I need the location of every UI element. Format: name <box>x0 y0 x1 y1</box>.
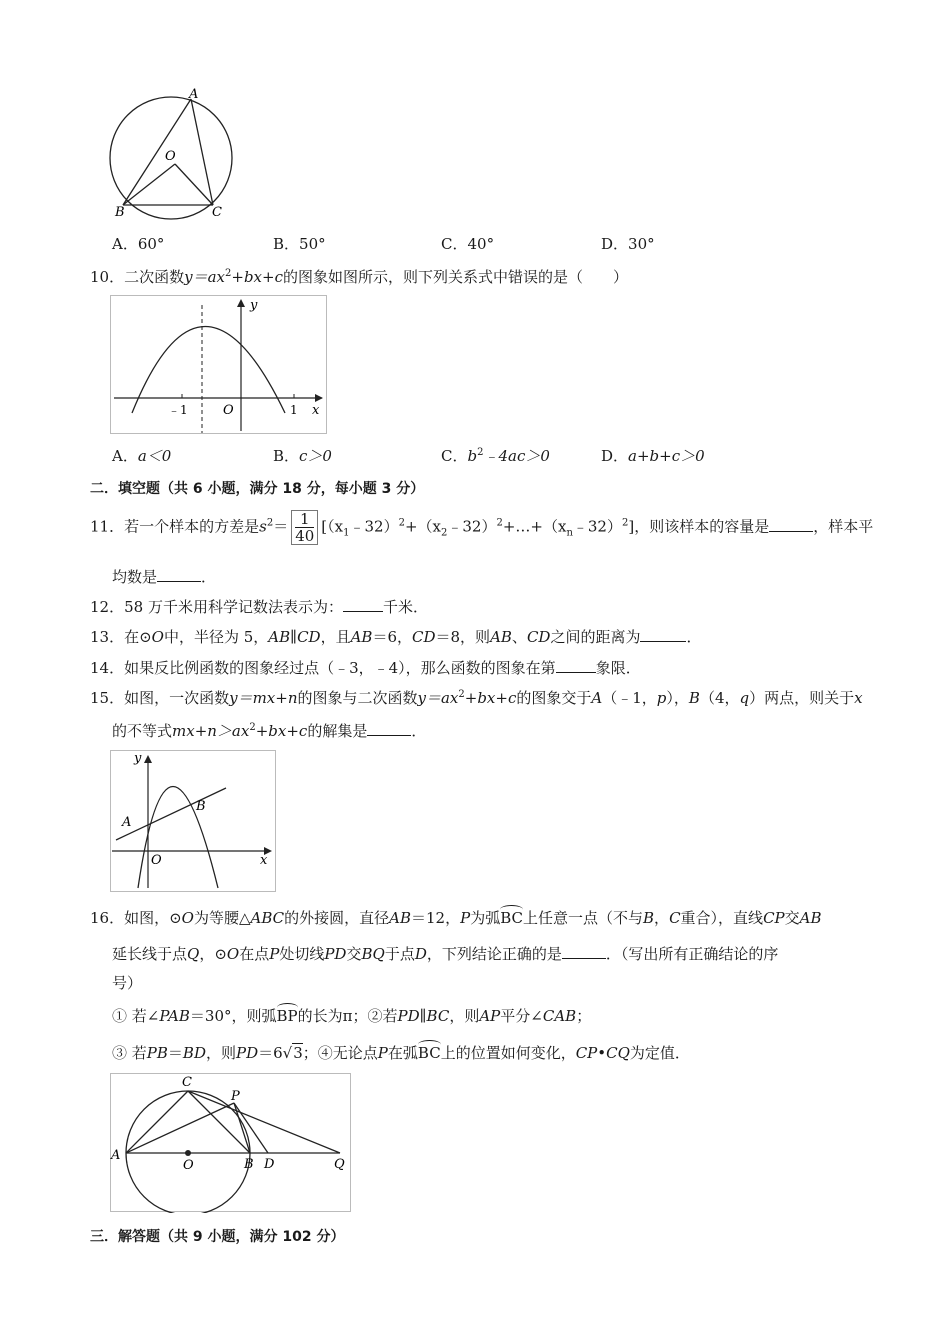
q16-line-1: 16．如图，⊙O为等腰△ABC的外接圆，直径AB＝12，P为弧BC上任意一点（不与B，C重合），直线CP交AB <box>90 909 822 927</box>
q9-option-b: B．50° <box>273 235 326 253</box>
q10-label-neg1: ﹣1 <box>168 403 188 417</box>
q9-option-c: C．40° <box>441 235 495 253</box>
q11-fraction: $\frac{1}{40}$ <box>291 510 318 545</box>
q15-label-a: A <box>122 815 132 830</box>
q16-label-c: C <box>182 1075 192 1090</box>
q16-label-d: D <box>264 1157 275 1172</box>
q15-blank <box>367 721 411 736</box>
q16-conclusion-3-4: ③ 若PB＝BD，则PD＝6√3；④无论点P在弧BC上的位置如何变化，CP•CQ为定值． <box>112 1044 690 1062</box>
q13-line: 13．在⊙O中，半径为 5，AB∥CD，且AB＝6，CD＝8，则AB、CD之间的距离为 ． <box>90 628 702 646</box>
q15-label-x: x <box>260 853 268 868</box>
q16-tangent-pd <box>234 1103 268 1153</box>
q12-blank <box>343 597 383 612</box>
q9-option-a: A．60° <box>112 235 165 253</box>
q11-line-2: 均数是 ． <box>112 568 217 586</box>
q10-x-arrow <box>315 394 323 402</box>
q15-line-graph <box>116 788 226 840</box>
q9-label-a: A <box>189 88 199 102</box>
q10-option-c: C．$b^2﹣4ac>0$ <box>441 447 550 465</box>
q12-line: 12．58 万千米用科学记数法表示为： 千米． <box>90 598 428 616</box>
q16-arc-bp: BP <box>276 1007 298 1025</box>
q15-line-1: 15．如图，一次函数y＝mx+n的图象与二次函数$y=ax^2+bx+c$的图象交于A（﹣1，p），B（4，q）两点，则关于x <box>90 689 863 707</box>
q11-line-1: 11．若一个样本的方差是$s^2=$ $\frac{1}{40}$ $[(x_1﹣32)^2+(x_2﹣32)^2+\dots+(x_n﹣32)^2]$，则该样本的容量是 ，样本平 <box>90 510 874 545</box>
q15-graph-figure <box>110 750 278 893</box>
q10-parabola-figure <box>110 295 328 435</box>
q16-line-3: 号） <box>112 974 143 992</box>
q9-label-o: O <box>165 149 176 164</box>
q16-label-a: A <box>111 1148 121 1163</box>
q15-figure-frame <box>111 751 276 892</box>
q9-chord-ab <box>123 99 191 205</box>
q13-blank <box>640 627 686 642</box>
q10-label-o: O <box>223 403 234 418</box>
q16-label-q: Q <box>334 1157 345 1172</box>
q15-label-o: O <box>151 853 162 868</box>
q10-option-d: D．a+b+c＞0 <box>601 447 705 465</box>
q9-label-b: B <box>115 205 125 220</box>
q16-line-cq <box>188 1091 340 1153</box>
q15-y-arrow <box>144 755 152 763</box>
q15-label-y: y <box>134 751 142 766</box>
q16-label-b: B <box>244 1157 254 1172</box>
q9-option-d: D．30° <box>601 235 655 253</box>
section-2-heading: 二．填空题（共 6 小题，满分 18 分，每小题 3 分） <box>90 481 425 497</box>
q10-stem: 10．二次函数$y=ax^2+bx+c$的图象如图所示，则下列关系式中错误的是（ ） <box>90 268 628 286</box>
q11-blank-1 <box>769 517 813 532</box>
q10-label-1: 1 <box>290 403 298 417</box>
q16-arc-bc-2: BC <box>417 1044 441 1062</box>
section-3-heading: 三．解答题（共 9 小题，满分 102 分） <box>90 1229 345 1245</box>
q16-chord-ac <box>126 1091 188 1153</box>
q14-line: 14．如果反比例函数的图象经过点（﹣3，﹣4），那么函数的图象在第 象限． <box>90 659 641 677</box>
sqrt-sign: √ <box>282 1044 293 1062</box>
q15-line-2: 的不等式$mx+n>ax^2+bx+c$的解集是 ． <box>112 722 427 740</box>
q16-line-2: 延长线于点Q，⊙O在点P处切线PD交BQ于点D，下列结论正确的是 ．（写出所有正确结论的序 <box>112 945 779 963</box>
q9-label-c: C <box>212 205 222 220</box>
q16-center-dot <box>185 1150 191 1156</box>
q10-option-b: B．c＞0 <box>273 447 332 465</box>
q16-sqrt-value: 3 <box>293 1044 303 1062</box>
q9-radius-oc <box>175 164 213 205</box>
q10-label-y: y <box>250 298 258 313</box>
q10-label-x: x <box>312 403 320 418</box>
q16-label-p: P <box>231 1089 240 1104</box>
q16-circle-figure <box>110 1073 352 1213</box>
q10-y-arrow <box>237 299 245 307</box>
q16-arc-bc: BC <box>500 909 523 927</box>
q16-label-o: O <box>183 1158 194 1173</box>
q15-parabola-curve <box>138 787 218 889</box>
q16-conclusion-1-2: ① 若∠PAB＝30°，则弧BP的长为π；②若PD∥BC，则AP平分∠CAB； <box>112 1007 592 1025</box>
q9-chord-ac <box>191 99 213 205</box>
q10-parabola-curve <box>132 327 285 414</box>
q16-blank <box>562 944 606 959</box>
q15-label-b: B <box>196 799 206 814</box>
q11-blank-2 <box>157 567 201 582</box>
q9-radius-ob <box>123 164 175 205</box>
q14-blank <box>556 658 596 673</box>
q9-circle-figure <box>105 88 245 223</box>
q10-option-a: A．a＜0 <box>112 447 172 465</box>
